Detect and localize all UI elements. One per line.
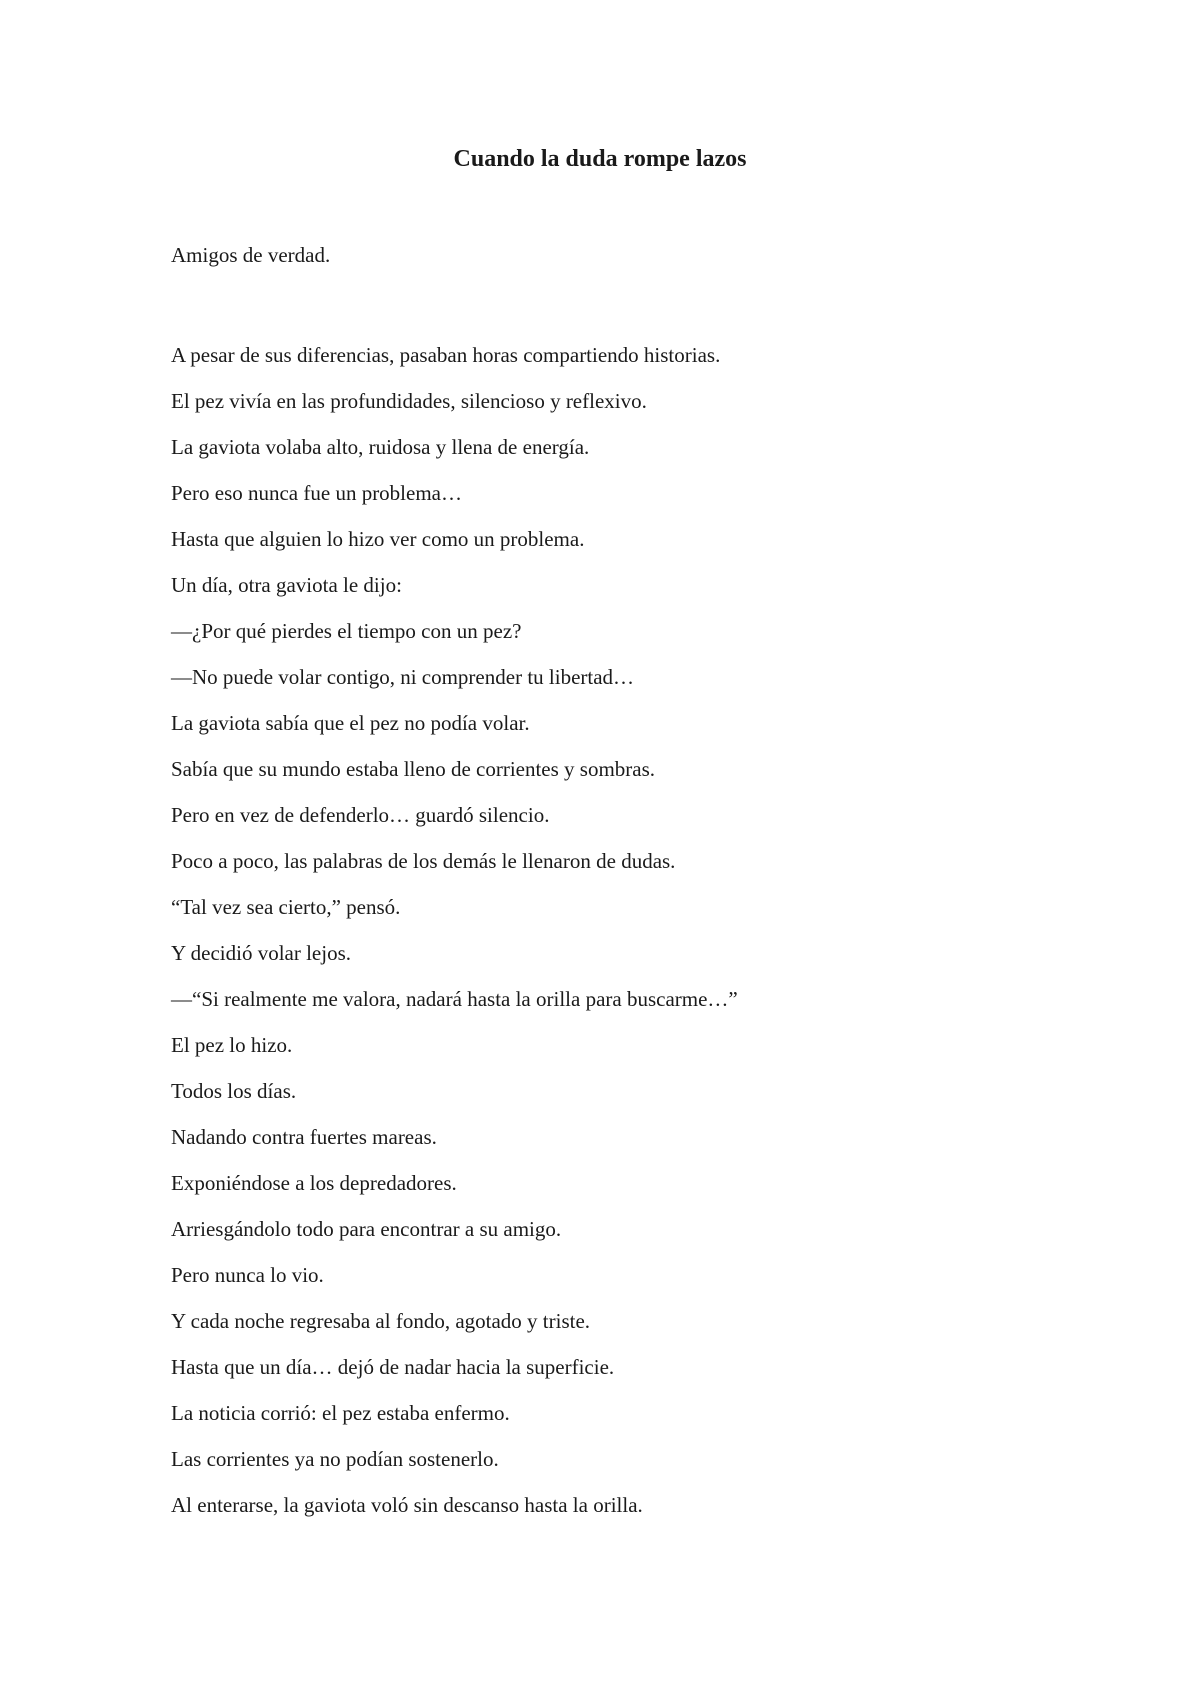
story-line: Al enterarse, la gaviota voló sin descanso hasta la orilla. <box>171 1493 643 1517</box>
story-line: Pero eso nunca fue un problema… <box>171 481 462 505</box>
story-line: —¿Por qué pierdes el tiempo con un pez? <box>171 619 522 643</box>
story-line: El pez vivía en las profundidades, silencioso y reflexivo. <box>171 389 647 413</box>
story-lines <box>171 332 738 1528</box>
story-line: —No puede volar contigo, ni comprender tu libertad… <box>171 665 635 689</box>
story-line: Hasta que un día… dejó de nadar hacia la superficie. <box>171 1355 615 1379</box>
story-line: El pez lo hizo. <box>171 1033 293 1057</box>
intro-line: Amigos de verdad. <box>171 243 331 267</box>
story-line: Nadando contra fuertes mareas. <box>171 1125 437 1149</box>
story-line: A pesar de sus diferencias, pasaban horas compartiendo historias. <box>171 343 721 367</box>
story-line: La noticia corrió: el pez estaba enfermo. <box>171 1401 510 1425</box>
story-line: La gaviota sabía que el pez no podía volar. <box>171 711 530 735</box>
story-line: Las corrientes ya no podían sostenerlo. <box>171 1447 499 1471</box>
story-line: —“Si realmente me valora, nadará hasta la orilla para buscarme…” <box>171 987 738 1011</box>
story-line: Exponiéndose a los depredadores. <box>171 1171 457 1195</box>
story-line: Un día, otra gaviota le dijo: <box>171 573 402 597</box>
story-line: Todos los días. <box>171 1079 297 1103</box>
document-title: Cuando la duda rompe lazos <box>453 146 747 172</box>
story-line: Poco a poco, las palabras de los demás le llenaron de dudas. <box>171 849 676 873</box>
story-line: Y decidió volar lejos. <box>171 941 352 965</box>
story-line: “Tal vez sea cierto,” pensó. <box>171 895 401 919</box>
story-line: Arriesgándolo todo para encontrar a su amigo. <box>171 1217 562 1241</box>
story-line: La gaviota volaba alto, ruidosa y llena de energía. <box>171 435 590 459</box>
story-line: Pero en vez de defenderlo… guardó silencio. <box>171 803 550 827</box>
story-line: Sabía que su mundo estaba lleno de corrientes y sombras. <box>171 757 656 781</box>
story-line: Hasta que alguien lo hizo ver como un problema. <box>171 527 585 551</box>
story-line: Y cada noche regresaba al fondo, agotado y triste. <box>171 1309 591 1333</box>
story-line: Pero nunca lo vio. <box>171 1263 324 1287</box>
